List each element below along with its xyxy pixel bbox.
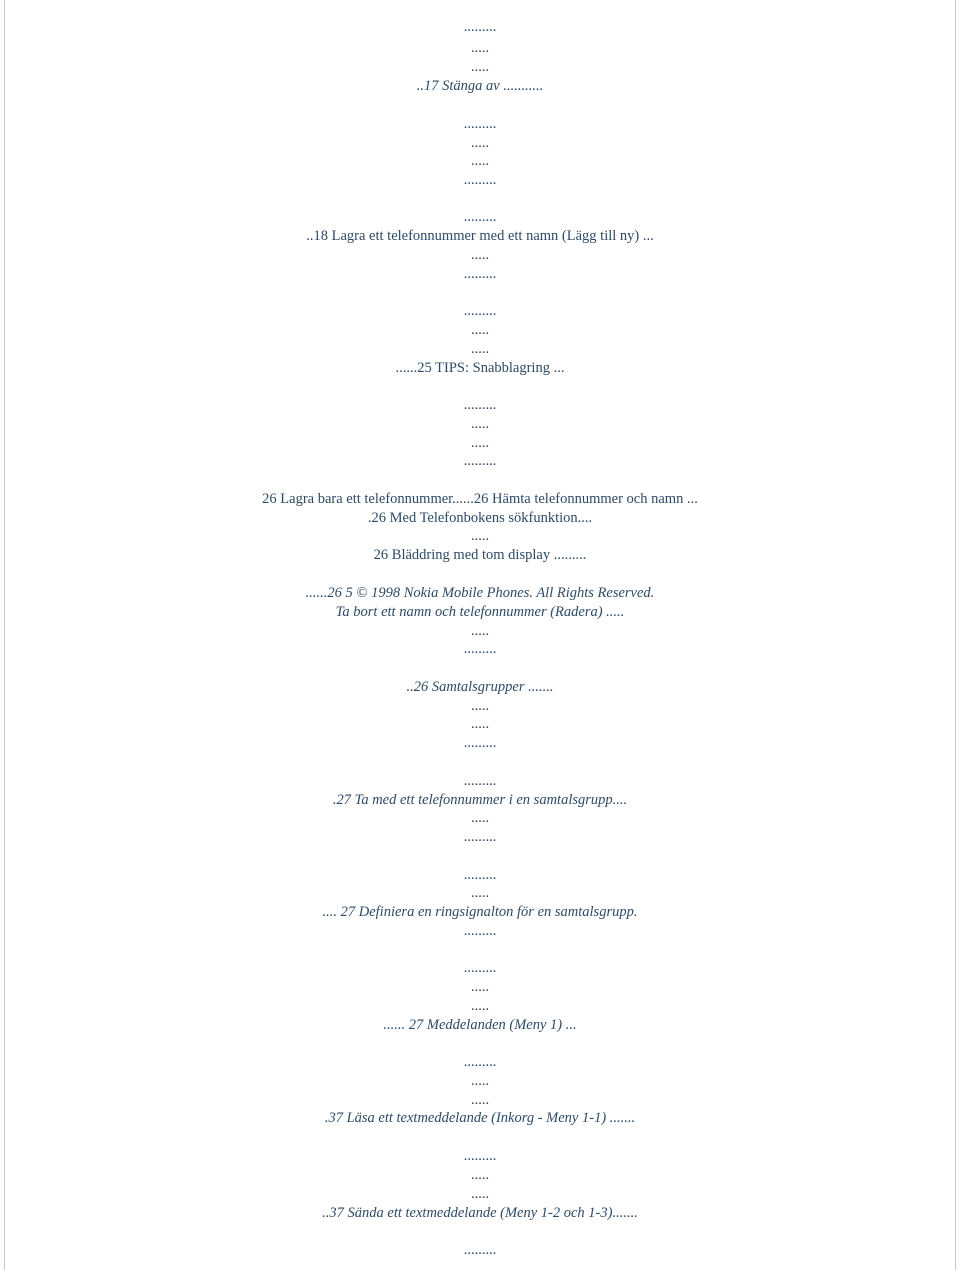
toc-entry-lagra-ny: ..18 Lagra ett telefonnummer med ett namn (Lägg till ny) ...: [306, 228, 654, 244]
toc-line: .........: [463, 773, 497, 789]
toc-line: .........: [463, 303, 497, 319]
toc-line: .....: [470, 435, 490, 451]
toc-line: .....: [470, 1073, 490, 1089]
toc-line: .....: [470, 247, 490, 263]
toc-line: .....: [470, 698, 490, 714]
toc-line: .........: [463, 1242, 497, 1258]
toc-line: .....: [470, 623, 490, 639]
toc-line: .........: [463, 266, 497, 282]
toc-line: .....: [470, 1092, 490, 1108]
toc-line: .....: [470, 416, 490, 432]
toc-line: .....: [470, 528, 490, 544]
toc-line: .........: [463, 397, 497, 413]
toc-line: .........: [463, 116, 497, 132]
toc-line: .....: [470, 1167, 490, 1183]
toc-entry-sanda: ..37 Sända ett textmeddelande (Meny 1-2 och 1-3).......: [322, 1205, 638, 1221]
toc-entry-copyright: ......26 5 © 1998 Nokia Mobile Phones. All Rights Reserved.: [305, 585, 655, 601]
toc-entry-ta-med: .27 Ta med ett telefonnummer i en samtalsgrupp....: [332, 792, 628, 808]
toc-line: .....: [470, 998, 490, 1014]
toc-line: .........: [463, 960, 497, 976]
toc-line: .....: [470, 135, 490, 151]
toc-entry-stanga-av: ..17 Stänga av ...........: [416, 78, 544, 94]
toc-line: .........: [463, 735, 497, 751]
toc-entry-sokfunktion: .26 Med Telefonbokens sökfunktion....: [367, 510, 593, 526]
toc-line: .........: [463, 172, 497, 188]
toc-entry-lagra-bara: 26 Lagra bara ett telefonnummer......26 Hämta telefonnummer och namn ...: [262, 491, 698, 507]
toc-line: .....: [470, 153, 490, 169]
toc-entry-radera: Ta bort ett namn och telefonnummer (Radera) .....: [335, 604, 625, 620]
toc-line: .........: [463, 829, 497, 845]
toc-line: .........: [463, 1054, 497, 1070]
toc-entry-samtalsgrupper: ..26 Samtalsgrupper .......: [406, 679, 554, 695]
toc-entry-bladdring: 26 Bläddring med tom display .........: [373, 547, 587, 563]
toc-line: .........: [463, 19, 497, 35]
toc-line: .........: [463, 1148, 497, 1164]
toc-line: .....: [470, 341, 490, 357]
toc-line: .........: [463, 641, 497, 657]
toc-line: .....: [470, 885, 490, 901]
toc-line: .....: [470, 810, 490, 826]
toc-line: .....: [470, 40, 490, 56]
toc-line: .........: [463, 867, 497, 883]
toc-line: .....: [470, 716, 490, 732]
toc-line: .....: [470, 979, 490, 995]
toc-line: .........: [463, 209, 497, 225]
toc-line: .........: [463, 453, 497, 469]
toc-line: .....: [470, 322, 490, 338]
toc-entry-snabblagring: ......25 TIPS: Snabblagring ...: [395, 360, 565, 376]
toc-entry-meddelanden: ...... 27 Meddelanden (Meny 1) ...: [383, 1017, 577, 1033]
toc-line: .....: [470, 59, 490, 75]
toc-entry-ringsignal: .... 27 Definiera en ringsignalton för en samtalsgrupp.: [322, 904, 638, 920]
toc-line: .........: [463, 923, 497, 939]
toc-entry-lasa: .37 Läsa ett textmeddelande (Inkorg - Meny 1-1) .......: [324, 1110, 636, 1126]
toc-line: .....: [470, 1186, 490, 1202]
